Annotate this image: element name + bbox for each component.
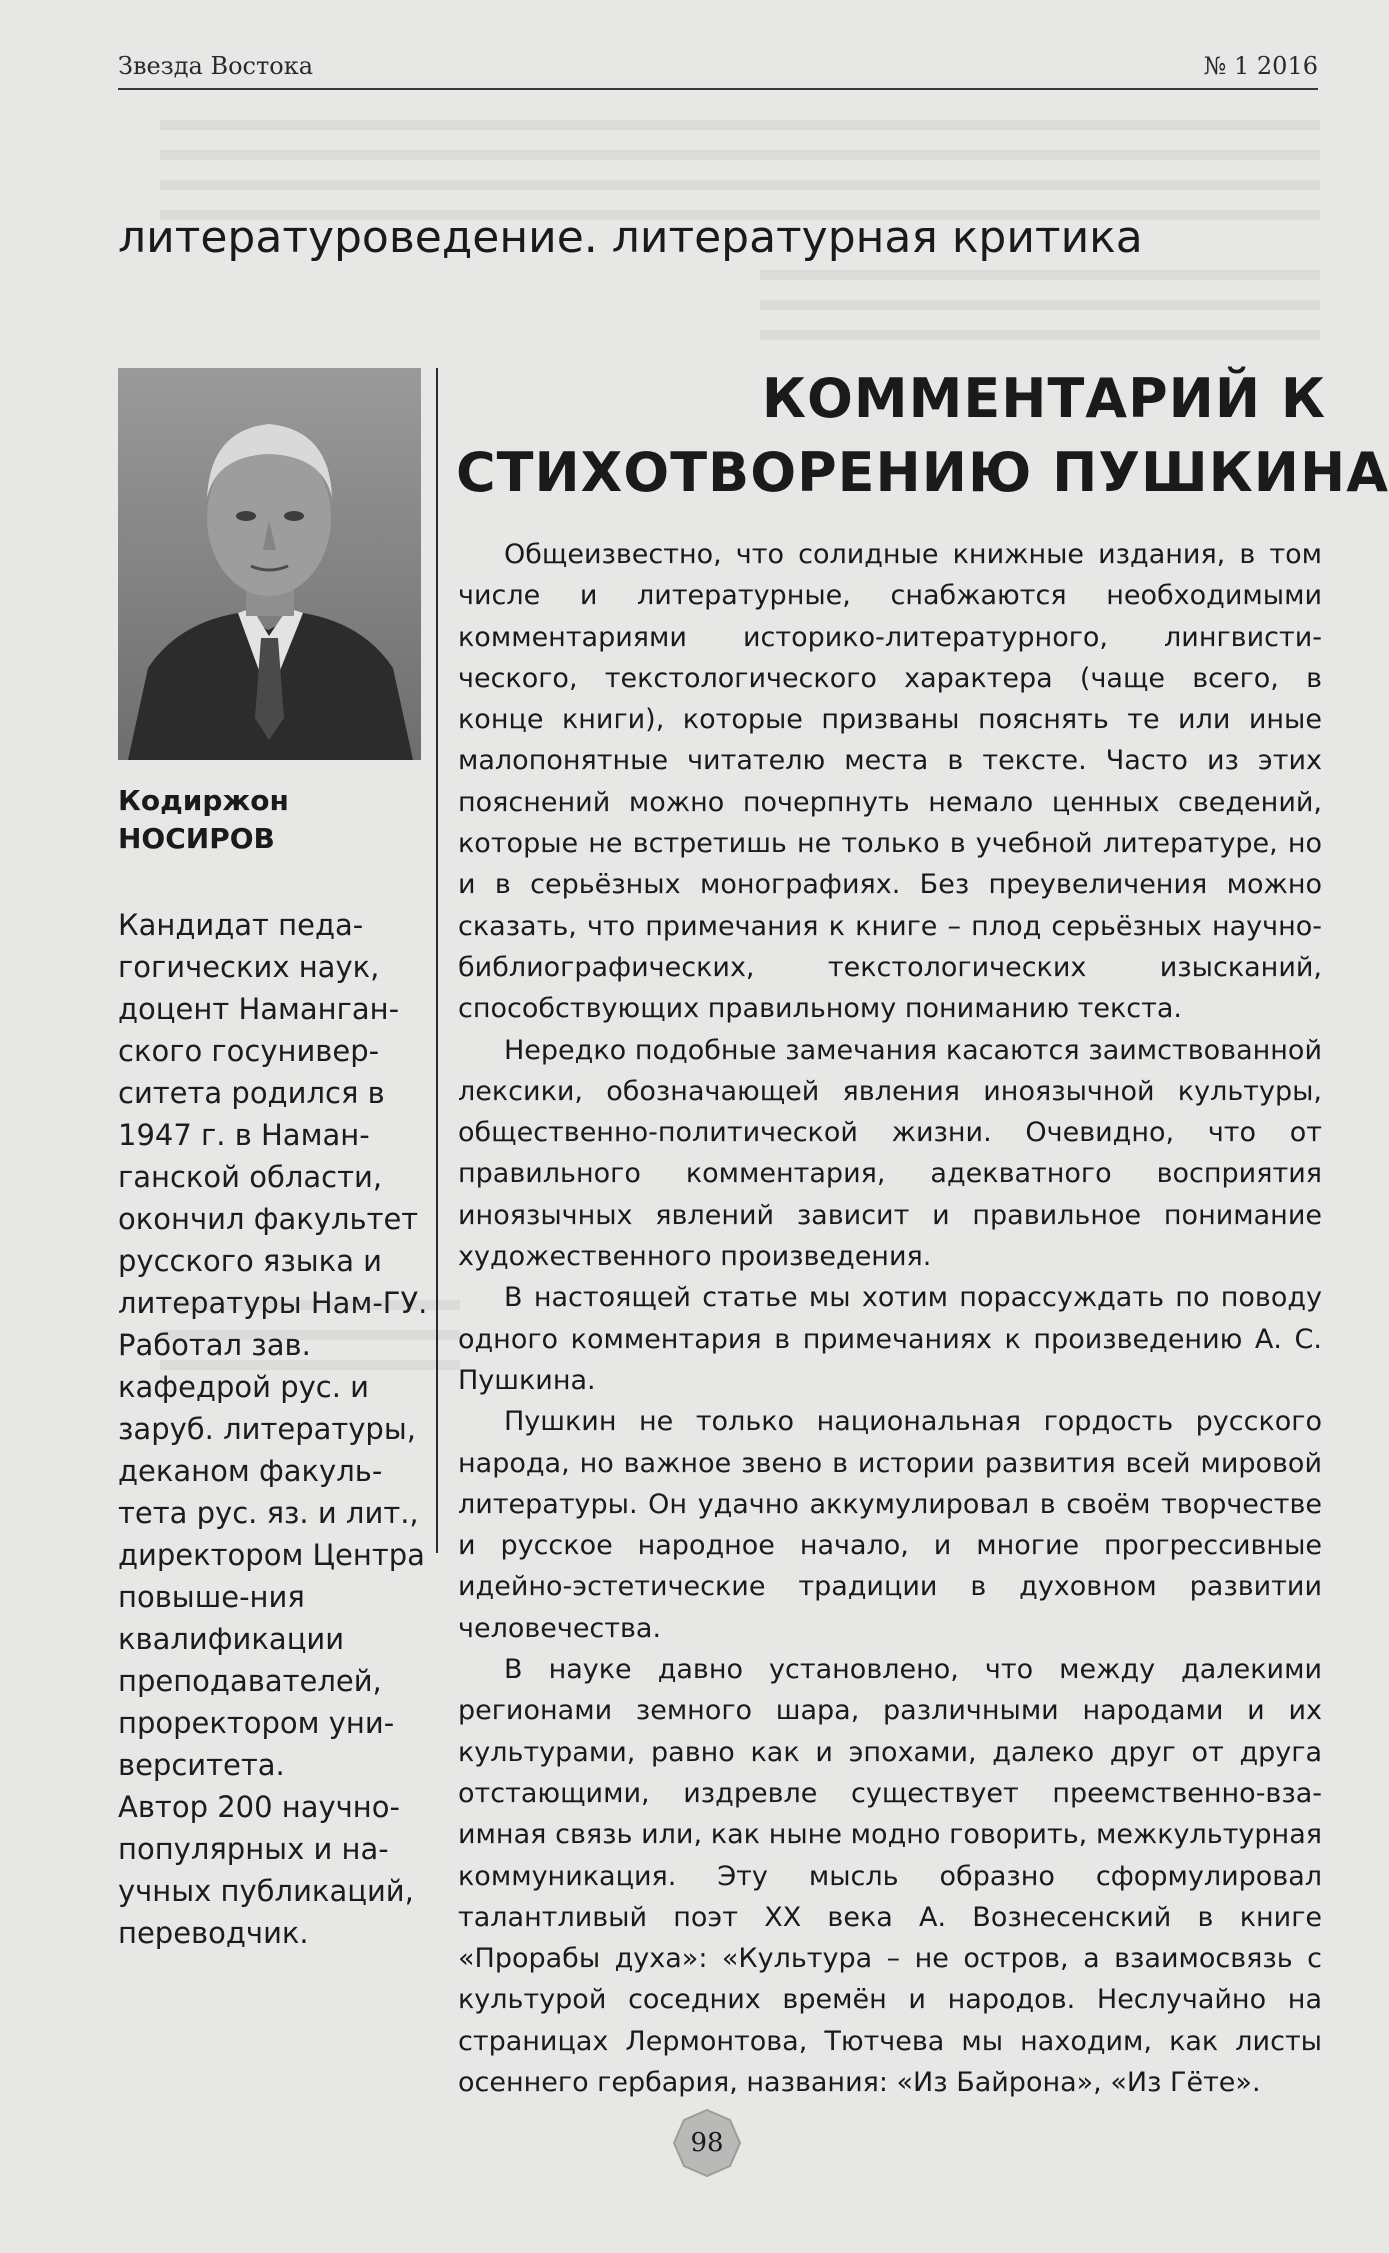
article-paragraph: Нередко подобные замечания касаются заимствованной лексики, обозначающей явления иноязычной культуры, общественно-политической жизни. Очевидно, что от правильного комментария, адекватного восприятия иноязычных явлений зависит и правильное понимание художественного произведения. xyxy=(458,1034,1322,1273)
article-title-line: СТИХОТВОРЕНИЮ ПУШКИНА xyxy=(456,441,1389,504)
article-paragraph: Общеизвестно, что солидные книжные издания, в том числе и литературные, снабжаются необходимыми комментариями историко-литературного, лингвистического, текстологического характера (чаще всего, в конце книги), которые призваны пояснять те или иные малопонятные читателю места в тексте. Часто из этих пояснений можно почерпнуть немало ценных сведений, которые не встретишь не только в учебной литературе, но и в серьёзных монографиях. Без преувеличения можно сказать, что примечания к книге – плод серьёзных научно-библиографических, текстологических изысканий, способствующих правильному пониманию текста. xyxy=(458,539,1322,1025)
issue-number: № 1 2016 xyxy=(1203,52,1318,80)
article-title-line: КОММЕНТАРИЙ К xyxy=(761,367,1326,430)
section-title: литературоведение. литературная критика xyxy=(118,212,1143,263)
bio-paragraph: Автор 200 научно-популярных и на-учных публикаций, переводчик. xyxy=(118,1790,414,1950)
author-first-name: Кодиржон xyxy=(118,784,289,817)
journal-name: Звезда Востока xyxy=(118,52,314,80)
article-paragraph: В настоящей статье мы хотим порассуждать по поводу одного комментария в примечаниях к произведению А. С. Пушкина. xyxy=(458,1282,1322,1396)
article-paragraph: Пушкин не только национальная гордость русского народа, но важное звено в истории развития всей мировой литературы. Он удачно аккумулировал в своём творчестве и русское народное начало, и многие прогрессивные идейно-эстетические традиции в духовном развитии человечества. xyxy=(458,1406,1322,1644)
author-portrait-icon xyxy=(118,368,421,760)
author-bio xyxy=(118,904,438,1954)
bio-paragraph: Кандидат педа-гогических наук, доцент Наманган-ского госунивер-ситета родился в 1947 г. в Наман-ганской области, окончил факультет русского языка и литературы Нам-ГУ. Работал зав. кафедрой рус. и заруб. литературы, деканом факуль-тета рус. яз. и лит., директором Центра повыше-ния квалификации преподавателей, проректором уни-верситета. xyxy=(118,908,428,1782)
running-head xyxy=(118,48,1318,90)
page-number-badge xyxy=(672,2108,742,2178)
author-name xyxy=(118,782,428,858)
article-title xyxy=(456,362,1389,510)
author-last-name: НОСИРОВ xyxy=(118,822,275,855)
column-divider xyxy=(436,368,438,1553)
article-paragraph: В науке давно установлено, что между далекими регионами земного шара, различными народами и их культурами, равно как и эпохами, далеко друг от друга отстающими, издревле существует преемственно-взаимная связь или, как ныне модно говорить, межкультурная коммуникация. Эту мысль образно сформулировал талантливый поэт XX века А. Вознесенский в книге «Прорабы духа»: «Культура – не остров, а взаимосвязь с культурой соседних времён и народов. Неслучайно на страницах Лермонтова, Тютчева мы находим, как листы осеннего гербария, названия: «Из Байрона», «Из Гёте». xyxy=(458,1654,1322,2098)
page-number: 98 xyxy=(690,2128,724,2158)
author-photo xyxy=(118,368,421,760)
article-body xyxy=(458,534,1322,2103)
